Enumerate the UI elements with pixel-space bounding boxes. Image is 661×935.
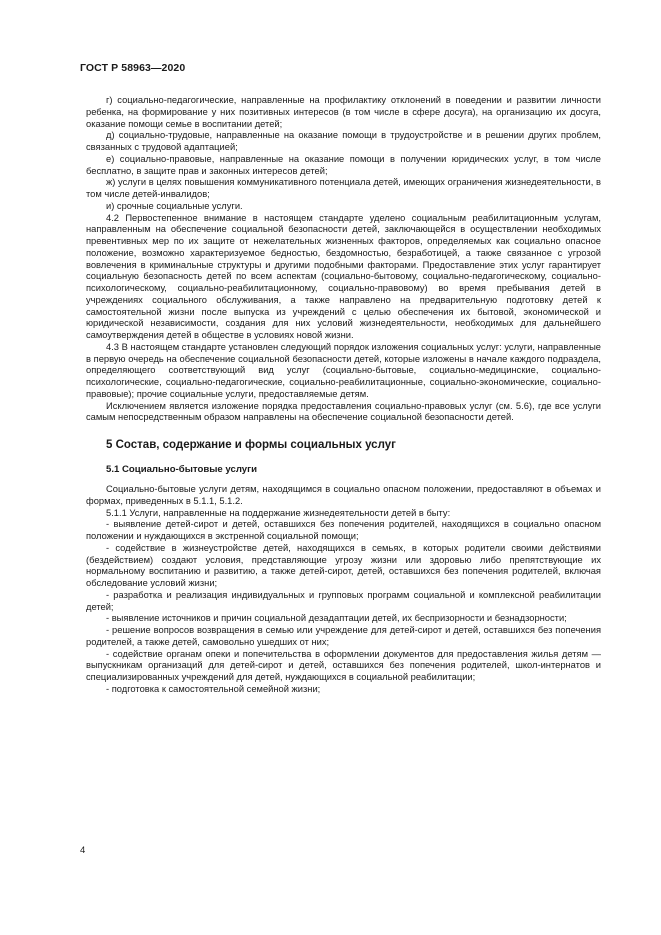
list-item-d: д) социально-трудовые, направленные на оказание помощи в трудоустройстве и в решении других проблем, связанных с трудовой адаптацией; <box>86 130 601 152</box>
bullet-item: - содействие органам опеки и попечительства в оформлении документов для предоставления жилья детям — выпускникам организаций для детей-сирот и детей, оставшихся без попечения родителей, школ-интернатов и специализированных учреждений для детей, нуждающихся в социальной реабилитации; <box>86 648 601 682</box>
paragraph-5-1-1: 5.1.1 Услуги, направленные на поддержание жизнедеятельности детей в быту: <box>106 507 451 518</box>
paragraph-4-2: 4.2 Первостепенное внимание в настоящем стандарте уделено социальным реабилитационным услугам, направленным на обеспечение социальной безопасности детей, заключающейся в осуществлении необходимых превентивных мер по их защите от нежелательных жизненных факторов, определяемых как социально опасное положение, возможно характеризуемое бедностью, бездомностью, безработицей, а также связанное с угрозой вовлечения в криминальные структуры и другими подобными факторами. Предоставление этих услуг гарантирует социальную безопасность детей по всем аспектам (социально-бытовому, социально-педагогическому, социально-психологическому, социально-реабилитационному, социально-правовому) во время пребывания детей в учреждениях социального обслуживания, а также направлено на предварительную подготовку детей к самостоятельной жизни после выпуска из учреждений с целью обеспечения их бытовой, экономической и юридической независимости, создания для них условий жизнедеятельности, необходимых для дальнейшего самоутверждения детей в обществе в условиях новой жизни. <box>86 212 601 340</box>
subsection-title: 5.1 Социально-бытовые услуги <box>106 464 258 475</box>
page-number: 4 <box>80 845 86 856</box>
paragraph-exception: Исключением является изложение порядка предоставления социально-правовых услуг (см. 5.6), где все услуги самым непосредственным образом направлены на обеспечение социальной безопасности детей. <box>86 400 601 423</box>
bullet-item: - подготовка к самостоятельной семейной жизни; <box>106 683 321 694</box>
bullet-item: - разработка и реализация индивидуальных и групповых программ социальной и комплексной реабилитации детей; <box>86 589 601 612</box>
document-header: ГОСТ Р 58963—2020 <box>80 62 186 74</box>
bullet-item: - выявление детей-сирот и детей, оставшихся без попечения родителей, находящихся в социально опасном положении и нуждающихся в экстренной социальной помощи; <box>86 519 601 541</box>
paragraph-intro: Социально-бытовые услуги детям, находящимся в социально опасном положении, предоставляют в объемах и формах, приведенных в 5.1.1, 5.1.2. <box>86 484 601 506</box>
document-body <box>86 95 601 696</box>
paragraph-4-3: 4.3 В настоящем стандарте установлен следующий порядок изложения социальных услуг: услуги, направленные в первую очередь на обеспечение социальной безопасности детей, которые изложены в начале каждого подраздела, определяющего соответствующий вид услуг (социально-бытовые, социально-медицинские, социально-психологические, социально-педагогические, социально-реабилитационные, социально-экономические, социально-правовые); прочие социальные услуги, предоставляемые детям. <box>86 341 601 399</box>
bullet-item: - содействие в жизнеустройстве детей, находящихся в семьях, в которых родители своими действиями (бездействием) создают условия, представляющие угрозу жизни или здоровью либо препятствующие их нормальному воспитанию и развитию, а также детей-сирот, детей, оставшихся без попечения родителей, включая обследование условий жизни; <box>86 542 601 588</box>
list-item-i: и) срочные социальные услуги. <box>106 200 243 211</box>
list-item-zh: ж) услуги в целях повышения коммуникативного потенциала детей, имеющих ограничения жизнедеятельности, в том числе детей-инвалидов; <box>86 177 601 199</box>
list-item-e: е) социально-правовые, направленные на оказание помощи в получении юридических услуг, в том числе бесплатно, в защите прав и законных интересов детей; <box>86 153 601 176</box>
list-item-g: г) социально-педагогические, направленные на профилактику отклонений в поведении и развитии личности ребенка, на формирование у них позитивных интересов (в том числе в сфере досуга), на организацию их досуга, оказание помощи семье в воспитании детей; <box>86 95 601 129</box>
section-title: 5 Состав, содержание и формы социальных услуг <box>106 439 396 451</box>
bullet-item: - решение вопросов возвращения в семью или учреждение для детей-сирот и детей, оставшихся без попечения родителей, а также детей, самовольно ушедших от них; <box>86 625 601 647</box>
bullet-item: - выявление источников и причин социальной дезадаптации детей, их беспризорности и безнадзорности; <box>106 613 567 624</box>
